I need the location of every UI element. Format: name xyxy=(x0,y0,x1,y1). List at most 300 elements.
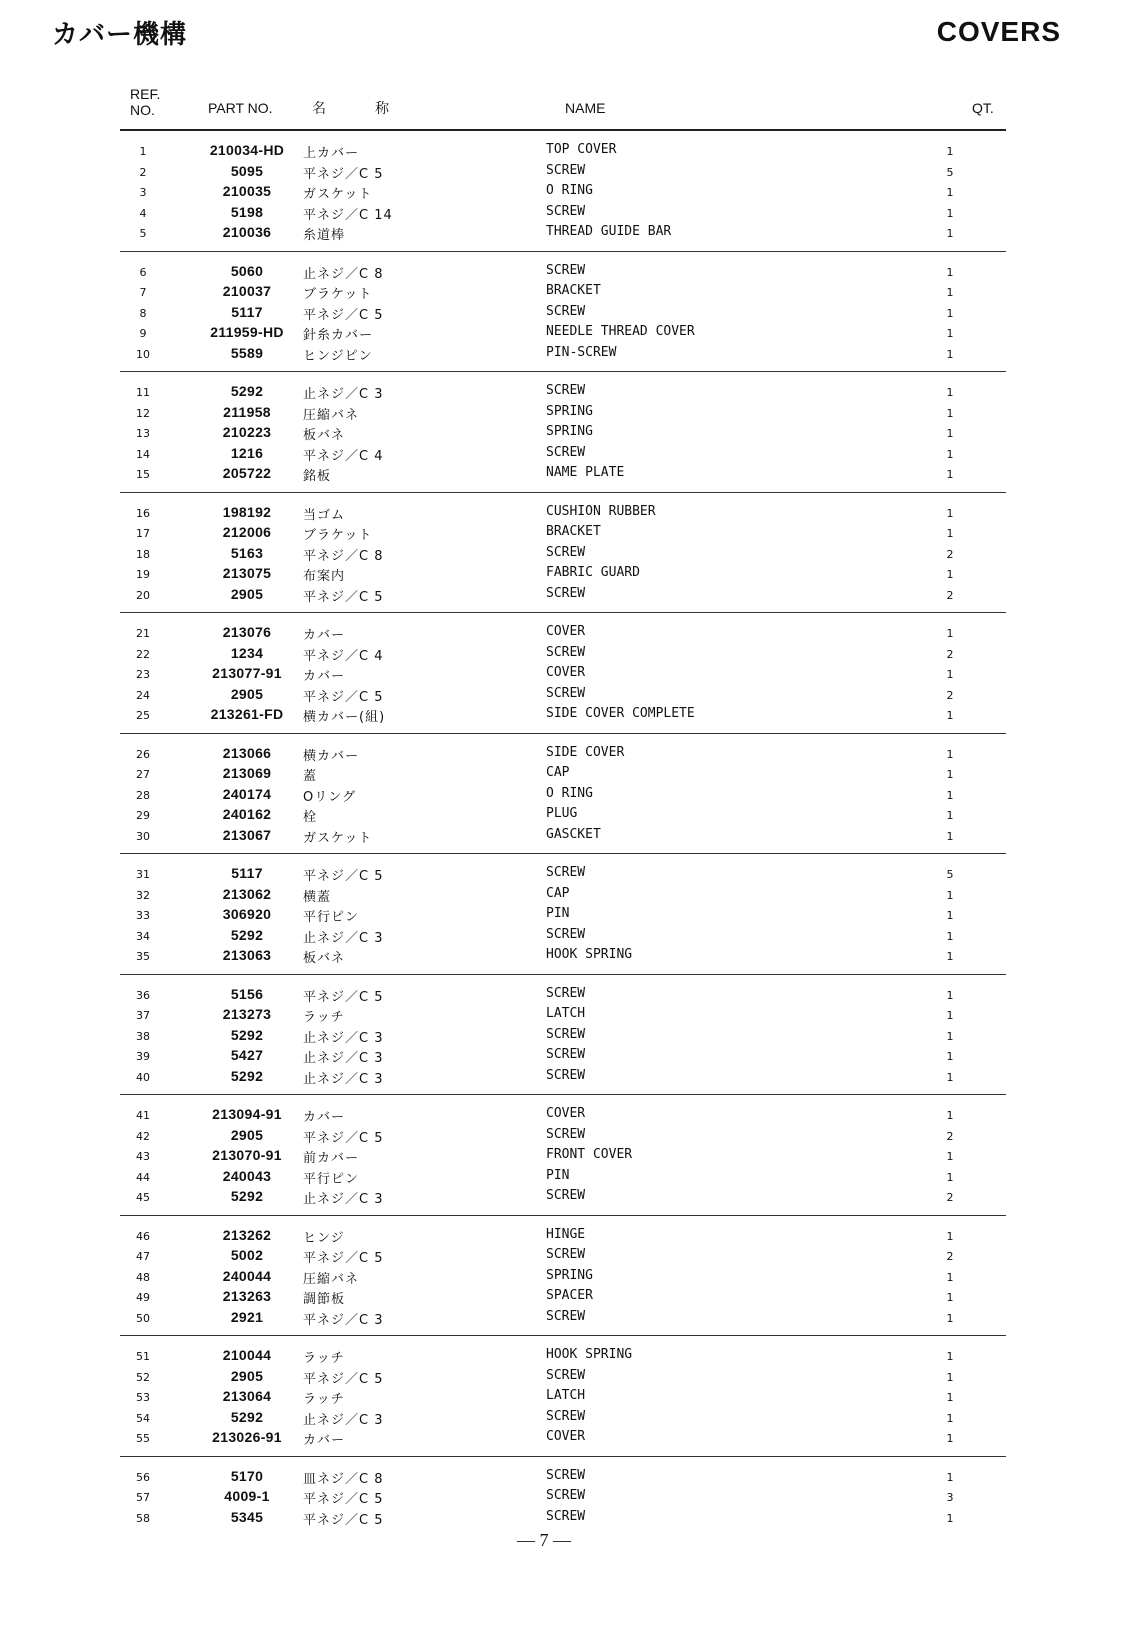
part-no: 1234 xyxy=(230,644,264,661)
part-no: 5117 xyxy=(231,303,263,320)
part-name: SCREW xyxy=(546,644,586,660)
jp-name: カバー xyxy=(303,1433,346,1448)
ref-no: 53 xyxy=(136,1391,150,1404)
part-name: SCREW xyxy=(546,383,586,398)
part-name: SPRING xyxy=(546,424,593,439)
quantity: 1 xyxy=(946,427,954,440)
quantity: 1 xyxy=(946,206,954,220)
part-name: NEEDLE THREAD COVER xyxy=(546,324,695,339)
ref-no: 29 xyxy=(136,809,150,822)
jp-name: カバー xyxy=(303,1110,346,1125)
part-name: FRONT COVER xyxy=(546,1147,633,1162)
ref-no: 19 xyxy=(136,568,150,581)
quantity: 1 xyxy=(946,950,954,963)
part-name: SCREW xyxy=(546,926,586,942)
quantity: 1 xyxy=(946,888,954,902)
part-name: SCREW xyxy=(546,985,586,1001)
quantity: 2 xyxy=(946,688,954,702)
jp-name: 平ネジ／C 3 xyxy=(303,1312,384,1328)
quantity: 1 xyxy=(946,406,954,420)
jp-name: ヒンジピン xyxy=(303,348,373,364)
part-name: SCREW xyxy=(546,1026,586,1042)
part-no: 2905 xyxy=(230,1126,264,1143)
quantity: 1 xyxy=(946,988,954,1002)
col-name: NAME xyxy=(565,100,606,116)
part-name: SCREW xyxy=(546,865,586,880)
table-row xyxy=(120,1045,1006,1066)
part-name: LATCH xyxy=(546,1006,586,1021)
ref-no: 40 xyxy=(136,1070,150,1084)
part-name: BRACKET xyxy=(546,524,601,539)
ref-no: 52 xyxy=(136,1370,150,1384)
jp-name: ラッチ xyxy=(303,1392,345,1407)
table-row xyxy=(120,743,1006,764)
quantity: 1 xyxy=(946,709,954,722)
part-name: PIN xyxy=(546,1167,570,1183)
jp-name: 平ネジ／C 5 xyxy=(303,307,384,323)
quantity: 1 xyxy=(946,227,954,240)
quantity: 1 xyxy=(946,1109,954,1122)
ref-no: 49 xyxy=(136,1291,150,1304)
table-row xyxy=(120,704,1006,725)
part-name: SCREW xyxy=(546,1508,586,1524)
page-title-jp: カバー機構 xyxy=(52,20,188,50)
ref-no: 43 xyxy=(136,1150,150,1163)
quantity: 1 xyxy=(946,527,954,540)
part-no: 213076 xyxy=(222,624,272,640)
page-number: — 7 — xyxy=(517,1530,571,1550)
table-row xyxy=(120,302,1006,323)
jp-name: 前カバー xyxy=(303,1151,360,1166)
table-row xyxy=(120,1166,1006,1187)
jp-name: 平ネジ／C 5 xyxy=(303,1492,384,1507)
page-title-en: COVERS xyxy=(936,16,1061,47)
part-no: 213070-91 xyxy=(212,1147,282,1163)
table-row xyxy=(120,140,1006,161)
jp-name: 止ネジ／C 3 xyxy=(303,1192,384,1207)
ref-no: 42 xyxy=(136,1129,150,1143)
row-group xyxy=(120,1216,1006,1337)
part-no: 213066 xyxy=(222,744,272,761)
part-no: 205722 xyxy=(222,465,272,481)
ref-no: 1 xyxy=(139,145,147,158)
part-name: CAP xyxy=(546,765,570,780)
table-row xyxy=(120,763,1006,784)
jp-name: 平ネジ／C 14 xyxy=(303,207,393,223)
row-group xyxy=(120,131,1006,252)
ref-no: 17 xyxy=(136,527,150,540)
part-name: BRACKET xyxy=(546,283,601,298)
part-no: 213067 xyxy=(222,826,272,843)
quantity: 1 xyxy=(946,286,954,299)
part-name: FABRIC GUARD xyxy=(546,565,640,580)
quantity: 2 xyxy=(946,1191,954,1204)
part-no: 210037 xyxy=(222,283,272,299)
part-name: THREAD GUIDE BAR xyxy=(546,224,672,239)
part-name: GASCKET xyxy=(546,826,601,842)
jp-name: 横カバー(組) xyxy=(303,710,386,725)
table-row xyxy=(120,1486,1006,1507)
quantity: 1 xyxy=(946,1070,954,1084)
jp-name: 平ネジ／C 5 xyxy=(303,689,384,705)
part-no: 240162 xyxy=(222,806,272,822)
jp-name: 糸道棒 xyxy=(303,228,346,243)
part-name: SCREW xyxy=(546,585,586,601)
quantity: 1 xyxy=(946,1029,954,1043)
quantity: 1 xyxy=(946,1511,954,1525)
quantity: 1 xyxy=(946,788,954,802)
table-row xyxy=(120,1366,1006,1387)
table-row xyxy=(120,381,1006,402)
table-row xyxy=(120,945,1006,966)
jp-name: ブラケット xyxy=(303,528,373,543)
ref-no: 48 xyxy=(136,1270,150,1284)
ref-no: 26 xyxy=(136,747,150,761)
jp-name: 平行ピン xyxy=(303,1171,360,1187)
ref-no: 7 xyxy=(139,286,147,299)
jp-name: 平ネジ／C 8 xyxy=(303,548,384,564)
part-no: 213075 xyxy=(222,565,272,581)
table-row xyxy=(120,202,1006,223)
table-row xyxy=(120,1004,1006,1025)
quantity: 5 xyxy=(946,868,954,881)
part-no: 5292 xyxy=(230,1408,264,1425)
quantity: 1 xyxy=(946,1170,954,1184)
table-row xyxy=(120,804,1006,825)
part-name: HINGE xyxy=(546,1226,586,1242)
quantity: 1 xyxy=(946,747,954,761)
table-row xyxy=(120,984,1006,1005)
part-name: SCREW xyxy=(546,1188,586,1203)
part-name: SCREW xyxy=(546,1308,586,1324)
table-row xyxy=(120,1407,1006,1428)
ref-no: 8 xyxy=(139,306,147,320)
part-no: 5345 xyxy=(230,1508,264,1525)
table-row xyxy=(120,1066,1006,1087)
row-group xyxy=(120,854,1006,975)
part-name: SCREW xyxy=(546,1488,586,1503)
jp-name: 銘板 xyxy=(303,469,332,484)
quantity: 1 xyxy=(946,1432,954,1445)
jp-name: ガスケット xyxy=(303,187,373,202)
quantity: 1 xyxy=(946,1350,954,1363)
part-name: PLUG xyxy=(546,806,578,821)
ref-no: 30 xyxy=(136,829,150,843)
part-name: SPRING xyxy=(546,1267,593,1283)
jp-name: 平ネジ／C 5 xyxy=(303,166,384,182)
col-qt: QT. xyxy=(972,100,994,116)
table-row xyxy=(120,825,1006,846)
part-name: COVER xyxy=(546,624,586,639)
quantity: 5 xyxy=(946,165,954,179)
part-name: CUSHION RUBBER xyxy=(546,503,656,519)
ref-no: 50 xyxy=(136,1311,150,1325)
row-group xyxy=(120,493,1006,614)
ref-no: 20 xyxy=(136,588,150,602)
part-name: TOP COVER xyxy=(546,142,617,157)
quantity: 1 xyxy=(946,1009,954,1022)
quantity: 1 xyxy=(946,1229,954,1243)
part-no: 213069 xyxy=(222,765,272,781)
ref-no: 2 xyxy=(139,165,147,179)
table-row xyxy=(120,322,1006,343)
part-name: HOOK SPRING xyxy=(546,947,633,962)
table-row xyxy=(120,1386,1006,1407)
ref-no: 46 xyxy=(136,1229,150,1243)
table-row xyxy=(120,1225,1006,1246)
part-name: SPRING xyxy=(546,403,593,419)
part-no: 211958 xyxy=(223,403,271,420)
part-name: SCREW xyxy=(546,1408,586,1424)
table-row xyxy=(120,904,1006,925)
table-row xyxy=(120,1307,1006,1328)
ref-no: 41 xyxy=(136,1109,150,1122)
part-name: O RING xyxy=(546,183,593,198)
part-name: SCREW xyxy=(546,303,586,319)
table-row xyxy=(120,343,1006,364)
part-no: 306920 xyxy=(222,906,272,922)
jp-name: 平ネジ／C 5 xyxy=(303,1371,384,1387)
part-no: 240043 xyxy=(222,1167,272,1184)
part-no: 212006 xyxy=(222,524,272,540)
table-row xyxy=(120,1345,1006,1366)
part-no: 5292 xyxy=(230,1188,264,1204)
ref-no: 32 xyxy=(136,888,150,902)
table-row xyxy=(120,1245,1006,1266)
part-name: LATCH xyxy=(546,1388,586,1403)
table-row xyxy=(120,622,1006,643)
quantity: 1 xyxy=(946,929,954,943)
jp-name: 平ネジ／C 5 xyxy=(303,869,384,884)
part-name: NAME PLATE xyxy=(546,465,625,480)
jp-name: 上カバー xyxy=(303,146,360,161)
ref-no: 12 xyxy=(136,406,150,420)
part-no: 5292 xyxy=(230,1026,264,1043)
quantity: 2 xyxy=(946,588,954,602)
ref-no: 18 xyxy=(136,547,150,561)
ref-no: 9 xyxy=(139,327,147,340)
part-name: SCREW xyxy=(546,162,586,178)
ref-no: 45 xyxy=(136,1191,150,1204)
table-row xyxy=(120,1125,1006,1146)
ref-no: 6 xyxy=(139,265,147,279)
table-row xyxy=(120,884,1006,905)
jp-name: 圧縮バネ xyxy=(303,407,360,423)
part-no: 5002 xyxy=(230,1247,264,1263)
ref-no: 39 xyxy=(136,1050,150,1063)
part-no: 213263 xyxy=(222,1288,272,1304)
part-no: 210044 xyxy=(222,1347,272,1363)
part-name: SCREW xyxy=(546,544,586,560)
jp-name: 止ネジ／C 3 xyxy=(303,1051,384,1066)
quantity: 1 xyxy=(946,386,954,399)
quantity: 1 xyxy=(946,145,954,158)
jp-name: 圧縮バネ xyxy=(303,1271,360,1287)
ref-no: 54 xyxy=(136,1411,150,1425)
part-no: 5292 xyxy=(230,926,264,943)
jp-name: 平ネジ／C 5 xyxy=(303,1130,384,1146)
table-row xyxy=(120,1507,1006,1528)
table-row xyxy=(120,1266,1006,1287)
ref-no: 36 xyxy=(136,988,150,1002)
row-group xyxy=(120,734,1006,855)
jp-name: 横カバー xyxy=(303,748,360,764)
table-row xyxy=(120,1186,1006,1207)
part-name: SCREW xyxy=(546,262,586,278)
part-no: 5163 xyxy=(230,544,264,561)
quantity: 1 xyxy=(946,909,954,922)
jp-name: 横蓋 xyxy=(303,889,332,905)
ref-no: 38 xyxy=(136,1029,150,1043)
jp-name: 止ネジ／C 3 xyxy=(303,387,384,402)
quantity: 1 xyxy=(946,1050,954,1063)
ref-no: 11 xyxy=(136,386,150,399)
table-row xyxy=(120,1025,1006,1046)
ref-no: 14 xyxy=(136,447,150,461)
ref-no: 16 xyxy=(136,506,150,520)
table-body xyxy=(120,131,1006,1535)
table-row xyxy=(120,161,1006,182)
part-no: 5156 xyxy=(230,985,264,1002)
part-no: 5292 xyxy=(230,1067,264,1084)
table-row xyxy=(120,181,1006,202)
quantity: 1 xyxy=(946,1291,954,1304)
part-name: SCREW xyxy=(546,444,586,460)
table-row xyxy=(120,463,1006,484)
table-row xyxy=(120,643,1006,664)
part-name: SCREW xyxy=(546,1126,586,1142)
table-row xyxy=(120,684,1006,705)
part-no: 213261-FD xyxy=(210,706,284,722)
row-group xyxy=(120,252,1006,373)
jp-name: 平ネジ／C 5 xyxy=(303,1512,384,1528)
part-no: 5170 xyxy=(230,1467,264,1484)
table-row xyxy=(120,584,1006,605)
quantity: 1 xyxy=(946,265,954,279)
ref-no: 24 xyxy=(136,688,150,702)
ref-no: 34 xyxy=(136,929,150,943)
quantity: 1 xyxy=(946,1391,954,1404)
ref-no: 28 xyxy=(136,788,150,802)
part-name: COVER xyxy=(546,1429,586,1444)
jp-name: 針糸カバー xyxy=(303,328,374,343)
part-no: 213026-91 xyxy=(212,1429,282,1445)
part-name: SIDE COVER xyxy=(546,744,625,760)
table-row xyxy=(120,663,1006,684)
part-name: SPACER xyxy=(546,1288,593,1303)
jp-name: 平ネジ／C 5 xyxy=(303,989,384,1005)
table-row xyxy=(120,1466,1006,1487)
part-no: 5198 xyxy=(230,203,264,220)
ref-no: 31 xyxy=(136,868,150,881)
part-no: 5117 xyxy=(231,865,263,881)
ref-no: 56 xyxy=(136,1470,150,1484)
col-part-no: PART NO. xyxy=(208,100,273,116)
quantity: 1 xyxy=(946,768,954,781)
jp-name: ラッチ xyxy=(303,1010,345,1025)
part-no: 210223 xyxy=(222,424,272,440)
quantity: 3 xyxy=(946,1491,954,1504)
jp-name: 止ネジ／C 3 xyxy=(303,930,384,946)
jp-name: カバー xyxy=(303,669,346,684)
table-row xyxy=(120,443,1006,464)
ref-no: 15 xyxy=(136,468,150,481)
table-row xyxy=(120,502,1006,523)
jp-name: Oリング xyxy=(303,789,356,805)
part-name: SCREW xyxy=(546,203,586,219)
row-group xyxy=(120,1095,1006,1216)
part-name: CAP xyxy=(546,885,570,901)
table-row xyxy=(120,522,1006,543)
part-no: 2905 xyxy=(230,1367,264,1384)
table-row xyxy=(120,925,1006,946)
jp-name: ガスケット xyxy=(303,830,373,846)
part-no: 213062 xyxy=(222,885,272,902)
jp-name: ヒンジ xyxy=(303,1230,345,1246)
jp-name: 止ネジ／C 8 xyxy=(303,266,384,282)
col-ref: REF. NO. xyxy=(130,86,161,118)
row-group xyxy=(120,613,1006,734)
table-row xyxy=(120,543,1006,564)
quantity: 1 xyxy=(946,347,954,361)
quantity: 2 xyxy=(946,547,954,561)
table-row xyxy=(120,1427,1006,1448)
part-name: SCREW xyxy=(546,1247,586,1262)
jp-name: 栓 xyxy=(303,810,318,825)
part-no: 211959-HD xyxy=(210,324,284,340)
ref-no: 22 xyxy=(136,647,150,661)
jp-name: ブラケット xyxy=(303,287,373,302)
row-group xyxy=(120,975,1006,1096)
ref-no: 21 xyxy=(136,627,150,640)
part-no: 2905 xyxy=(230,585,264,602)
part-no: 5589 xyxy=(230,344,264,361)
quantity: 1 xyxy=(946,829,954,843)
ref-no: 33 xyxy=(136,909,150,922)
ref-no: 3 xyxy=(139,186,147,199)
part-no: 240044 xyxy=(222,1267,272,1284)
row-group xyxy=(120,372,1006,493)
quantity: 2 xyxy=(946,647,954,661)
table-row xyxy=(120,402,1006,423)
part-no: 213094-91 xyxy=(212,1106,282,1122)
part-name: PIN-SCREW xyxy=(546,344,617,360)
quantity: 1 xyxy=(946,627,954,640)
ref-no: 57 xyxy=(136,1491,150,1504)
part-name: SIDE COVER COMPLETE xyxy=(546,706,695,721)
quantity: 1 xyxy=(946,1311,954,1325)
quantity: 1 xyxy=(946,186,954,199)
jp-name: 布案内 xyxy=(303,569,346,584)
part-no: 240174 xyxy=(222,785,272,802)
jp-name: 蓋 xyxy=(303,769,318,784)
jp-name: 平ネジ／C 4 xyxy=(303,448,384,464)
jp-name: 当ゴム xyxy=(303,507,346,523)
table-row xyxy=(120,863,1006,884)
ref-no: 23 xyxy=(136,668,150,681)
part-no: 210035 xyxy=(222,183,272,199)
part-name: COVER xyxy=(546,665,586,680)
ref-no: 47 xyxy=(136,1250,150,1263)
table-row xyxy=(120,222,1006,243)
part-no: 1216 xyxy=(230,444,264,461)
part-name: O RING xyxy=(546,785,593,801)
jp-name: 平行ピン xyxy=(303,910,360,925)
col-jp-name-1: 名 xyxy=(312,100,326,116)
part-name: HOOK SPRING xyxy=(546,1347,633,1362)
part-no: 198192 xyxy=(222,503,272,520)
part-name: SCREW xyxy=(546,685,586,701)
